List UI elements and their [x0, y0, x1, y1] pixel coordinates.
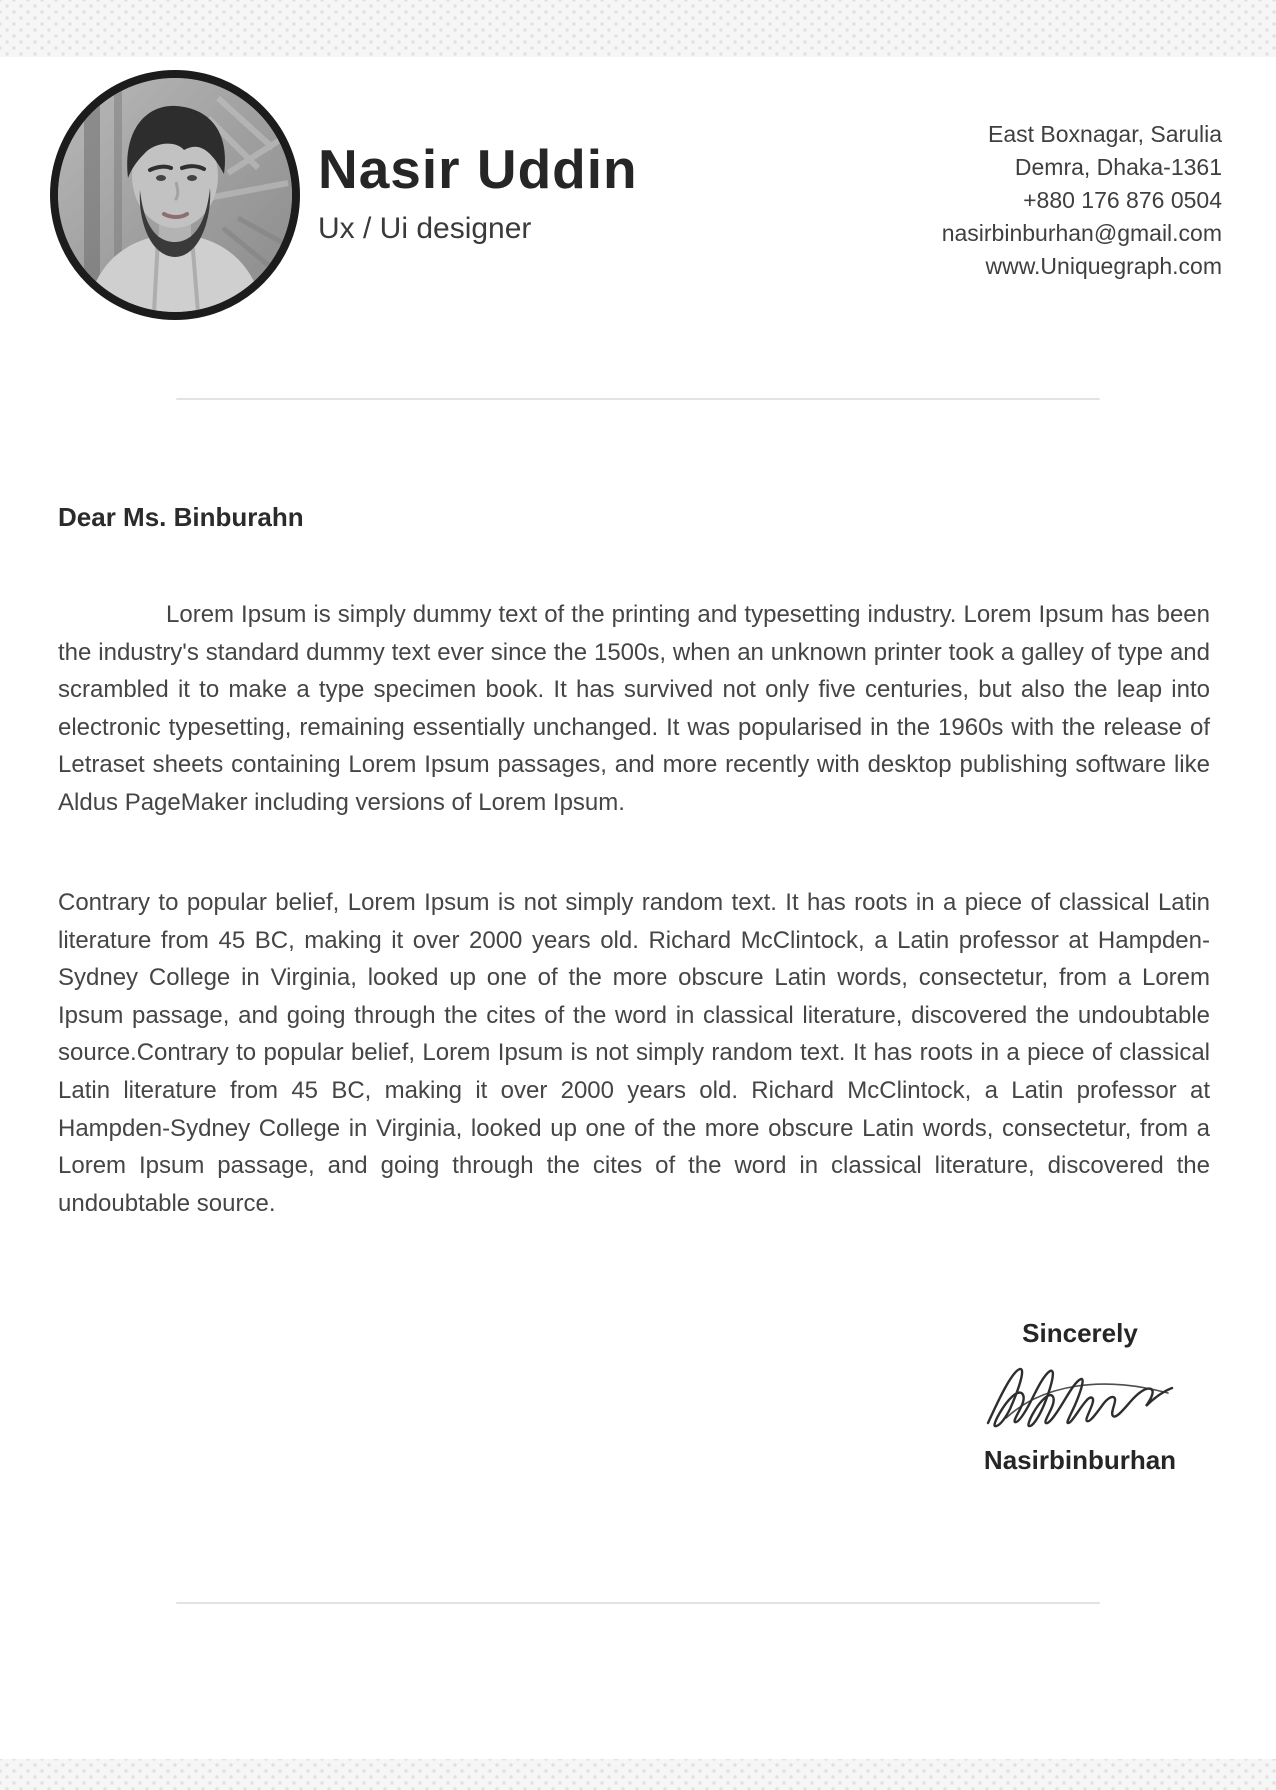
contact-address-line2: Demra, Dhaka-1361: [1014, 154, 1222, 180]
letter-paragraph-1: Lorem Ipsum is simply dummy text of the printing and typesetting industry. Lorem Ipsum has been the industry's standard dummy text ever since the 1500s, when an unknown printer took a galley of type and scrambled it to make a type specimen book. It has survived not only five centuries, but also the leap into electronic typesetting, remaining essentially unchanged. It was popularised in the 1960s with the release of Letraset sheets containing Lorem Ipsum passages, and more recently with desktop publishing software like Aldus PageMaker including versions of Lorem Ipsum.: [58, 601, 1210, 816]
letter-paragraph-2: Contrary to popular belief, Lorem Ipsum is not simply random text. It has roots in a piece of classical Latin literature from 45 BC, making it over 2000 years old. Richard McClintock, a Latin professor at Hampden-Sydney College in Virginia, looked up one of the more obscure Latin words, consectetur, from a Lorem Ipsum passage, and going through the cites of the word in classical literature, discovered the undoubtable source.Contrary to popular belief, Lorem Ipsum is not simply random text. It has roots in a piece of classical Latin literature from 45 BC, making it over 2000 years old. Richard McClintock, a Latin professor at Hampden-Sydney College in Virginia, looked up one of the more obscure Latin words, consectetur, from a Lorem Ipsum passage, and going through the cites of the word in classical literature, discovered the undoubtable source.: [58, 889, 1210, 1217]
contact-block: [942, 118, 1222, 283]
contact-phone: +880 176 876 0504: [1023, 187, 1222, 213]
closing-salutation: Sincerely: [1022, 1318, 1138, 1348]
closing-block: [930, 1318, 1230, 1476]
footer-divider: [176, 1602, 1100, 1604]
header-divider: [176, 398, 1100, 400]
top-texture-band: [0, 0, 1276, 57]
signature-scribble: [982, 1361, 1178, 1439]
handwritten-signature: [982, 1361, 1178, 1439]
person-job-title: Ux / Ui designer: [318, 212, 532, 245]
profile-photo-illustration: [58, 78, 292, 312]
closing-signature-name: Nasirbinburhan: [983, 1445, 1177, 1475]
letter-greeting: Dear Ms. Binburahn: [58, 502, 304, 532]
bottom-texture-band: [0, 1759, 1276, 1790]
contact-address-line1: East Boxnagar, Sarulia: [988, 121, 1222, 147]
person-name: Nasir Uddin: [318, 138, 638, 200]
contact-email: nasirbinburhan@gmail.com: [941, 220, 1222, 246]
profile-photo: [50, 70, 300, 320]
contact-website: www.Uniquegraph.com: [985, 253, 1222, 279]
